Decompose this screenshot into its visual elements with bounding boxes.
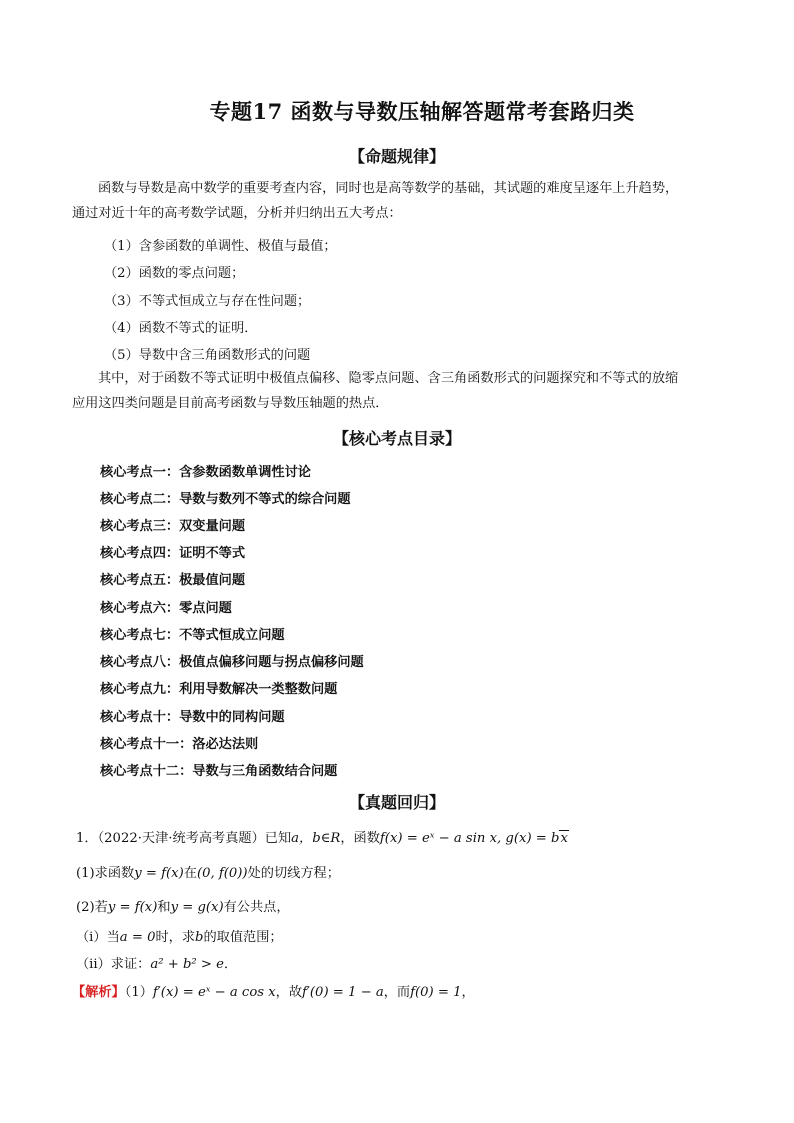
math-expr: y = g(x): [170, 900, 224, 915]
question-text: 时，求: [155, 930, 196, 945]
solution-text: ，而: [383, 985, 411, 1000]
question-text: 有公共点，: [223, 900, 290, 915]
math-expr: y = f(x): [107, 900, 158, 915]
solution-tag: 【解析】: [72, 985, 125, 1000]
summary-line-2: 应用这四类问题是目前高考函数与导数压轴题的热点．: [72, 396, 389, 411]
question-1-part-2-i: [76, 926, 283, 945]
question-1-part-2: [76, 896, 290, 915]
core-point-item: 核心考点六：零点问题: [100, 601, 232, 616]
math-expr: a = 0: [119, 930, 156, 945]
core-point-item: 核心考点三：双变量问题: [100, 519, 246, 534]
intro-line-1: 函数与导数是高中数学的重要考查内容，同时也是高等数学的基础，其试题的难度呈逐年上升趋势，: [98, 181, 679, 196]
math-expr: f(0) = 1: [410, 985, 462, 1000]
math-expr: y = f(x): [134, 866, 184, 881]
intro-paragraph: [72, 176, 727, 226]
core-point-item: 核心考点十一：洛必达法则: [100, 737, 259, 752]
question-text: ，函数: [340, 831, 380, 846]
summary-paragraph: [72, 366, 727, 416]
section-heading-core-points: 【核心考点目录】: [332, 429, 461, 448]
core-point-item: 核心考点十：导数中的同构问题: [100, 710, 285, 725]
question-text: 在: [183, 866, 197, 881]
math-function-def: f(x) = eˣ − a sin x, g(x) = b: [379, 831, 560, 846]
topic-item: （4）函数不等式的证明．: [104, 321, 258, 336]
core-point-item: 核心考点二：导数与数列不等式的综合问题: [100, 492, 351, 507]
core-point-item: 核心考点七：不等式恒成立问题: [100, 628, 285, 643]
math-expr: a² + b² > e: [150, 957, 224, 972]
solution-text: （1）: [124, 985, 153, 1000]
math-vars: a，b∈R: [291, 831, 341, 846]
question-text: (1)求函数: [76, 866, 135, 881]
topic-item: （5）导数中含三角函数形式的问题: [104, 348, 311, 363]
question-text: 和: [157, 900, 171, 915]
question-text: （i）当: [76, 930, 120, 945]
topic-item: （1）含参函数的单调性、极值与最值；: [104, 239, 337, 254]
solution-text: ，故: [275, 985, 303, 1000]
question-text: 处的切线方程；: [247, 866, 340, 881]
core-point-item: 核心考点十二：导数与三角函数结合问题: [100, 764, 338, 779]
intro-line-2: 通过对近十年的高考数学试题，分析并归纳出五大考点：: [72, 206, 402, 221]
question-text: (2)若: [76, 900, 108, 915]
topic-item: （3）不等式恒成立与存在性问题；: [104, 294, 311, 309]
question-text: 的取值范围；: [203, 930, 283, 945]
question-text: （ii）求证：: [76, 957, 151, 972]
math-expr: f′(0) = 1 − a: [302, 985, 384, 1000]
core-point-item: 核心考点一：含参数函数单调性讨论: [100, 465, 311, 480]
solution-line: [72, 981, 475, 1000]
solution-text: ，: [461, 985, 475, 1000]
question-text: ．: [223, 957, 238, 972]
math-expr: f′(x) = eˣ − a cos x: [152, 985, 276, 1000]
question-1-stem: [76, 827, 569, 846]
core-point-item: 核心考点五：极最值问题: [100, 573, 246, 588]
topic-item: （2）函数的零点问题；: [104, 266, 245, 281]
question-source: 1．（2022·天津·统考高考真题）已知: [76, 831, 292, 846]
math-sqrt: x: [560, 831, 568, 846]
core-point-item: 核心考点八：极值点偏移问题与拐点偏移问题: [100, 655, 364, 670]
core-point-item: 核心考点九：利用导数解决一类整数问题: [100, 682, 338, 697]
page-title: 专题17 函数与导数压轴解答题常考套路归类: [209, 99, 635, 124]
math-expr: (0, f(0)): [196, 866, 248, 881]
question-1-part-2-ii: [76, 953, 237, 972]
summary-line-1: 其中，对于函数不等式证明中极值点偏移、隐零点问题、含三角函数形式的问题探究和不等式的放缩: [98, 371, 679, 386]
section-heading-real-exams: 【真题回归】: [348, 793, 445, 812]
section-heading-rules: 【命题规律】: [348, 147, 445, 166]
question-1-part-1: [76, 862, 340, 881]
math-expr: b: [195, 930, 204, 945]
core-point-item: 核心考点四：证明不等式: [100, 546, 246, 561]
